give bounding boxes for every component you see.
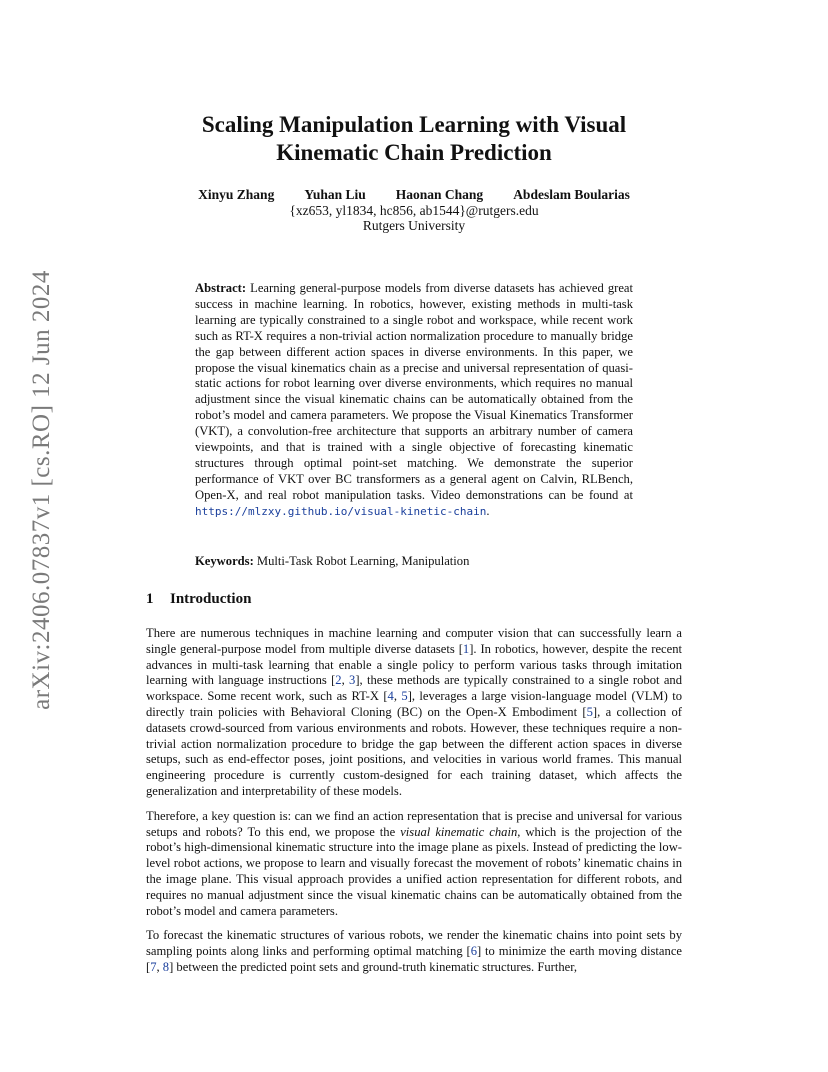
paragraph: Therefore, a key question is: can we find an action representation that is precise and universal for various setups and robots? To this end, we propose the visual kinematic chain, which is the projection of the robot’s high-dimensional kinematic structure into the image plane as pixels. Instead of predicting the low-level robot actions, we propose to learn and visually forecast the movement of robots’ kinematic chains in the image plane. This visual approach provides a unified action representation for different robots, and requires no manual adjustment since the visual kinematic chains can be automatically obtained from the robot’s model and camera parameters. <box>146 808 682 918</box>
author-emails: {xz653, yl1834, hc856, ab1544}@rutgers.edu <box>289 203 539 218</box>
project-url-link[interactable]: https://mlzxy.github.io/visual-kinetic-chain <box>195 504 487 518</box>
citation-link[interactable]: 6 <box>470 944 477 959</box>
keywords-text: Multi-Task Robot Learning, Manipulation <box>256 554 470 568</box>
citation-link[interactable]: 3 <box>349 673 356 688</box>
citation-link[interactable]: 7 <box>150 959 157 974</box>
abstract-label: Abstract: <box>195 281 247 295</box>
citation-link[interactable]: 5 <box>586 704 593 719</box>
author: Yuhan Liu <box>304 187 366 202</box>
emphasis: visual kinematic chain <box>400 824 518 839</box>
paragraph: There are numerous techniques in machine learning and computer vision that can successfully learn a single general-purpose model from multiple diverse datasets [1]. In robotics, however, despite the recent advances in multi-task learning that enable a single policy to perform various tasks through imitation learning with language instructions [2, 3], these methods are typically constrained to a single robot and workspace. Some recent work, such as RT-X [4, 5], leverages a large vision-language model (VLM) to directly train policies with Behavioral Cloning (BC) on the Open-X Embodiment [5], a collection of datasets crowd-sourced from various environments and robots. However, these techniques require a non-trivial action normalization procedure to bridge the gap between the different action spaces in diverse setups, such as end-effector poses, joint positions, and velocities in various world frames. This manual engineering procedure is currently custom-designed for each training dataset, which affects the generalization and interpretability of these models. <box>146 626 683 798</box>
author-list <box>160 187 668 203</box>
section-heading <box>146 591 251 608</box>
citation-link[interactable]: 2 <box>335 673 342 688</box>
abstract <box>195 281 633 520</box>
body-text <box>146 626 682 985</box>
author: Xinyu Zhang <box>198 187 275 202</box>
arxiv-id: arXiv:2406.07837v1 [cs.RO] 12 Jun 2024 <box>28 270 55 710</box>
title-line-2: Kinematic Chain Prediction <box>276 140 552 165</box>
section-number: 1 <box>146 591 154 607</box>
paragraph: To forecast the kinematic structures of various robots, we render the kinematic chains into point sets by sampling points along links and performing optimal matching [6] to minimize the earth moving distance [7, 8] between the predicted point sets and ground-truth kinematic structures. Further, <box>146 928 682 974</box>
author: Abdeslam Boularias <box>513 187 630 202</box>
abstract-text: Learning general-purpose models from diverse datasets has achieved great success in machine learning. In robotics, however, existing methods in multi-task learning are typically constrained to a single robot and workspace, while recent work such as RT-X requires a non-trivial action normalization procedure to manually bridge the gap between different action spaces in diverse environments. In this paper, we propose the visual kinematics chain as a precise and universal representation of quasi-static actions for robot learning over diverse environments, which requires no manual adjustment since the visual kinematic chains can be automatically obtained from the robot’s model and camera parameters. We propose the Visual Kinematics Transformer (VKT), a convolution-free architecture that supports an arbitrary number of camera viewpoints, and that is trained with a single objective of forecasting kinematic structures through optimal point-set matching. We demonstrate the superior performance of VKT over BC transformers as a general agent on Calvin, RLBench, Open-X, and real robot manipulation tasks. Video demonstrations can be found at <box>195 281 633 502</box>
arxiv-sidebar <box>22 270 62 710</box>
affiliation: Rutgers University <box>362 218 466 233</box>
author: Haonan Chang <box>395 187 484 202</box>
paper-title <box>130 111 698 167</box>
citation-link[interactable]: 1 <box>462 641 470 656</box>
abstract-end: . <box>486 503 490 518</box>
keywords <box>195 554 633 569</box>
citation-link[interactable]: 8 <box>162 959 170 974</box>
citation-link[interactable]: 4 <box>387 689 394 704</box>
section-title: Introduction <box>170 591 252 607</box>
keywords-label: Keywords: <box>195 554 254 568</box>
citation-link[interactable]: 5 <box>401 689 408 704</box>
title-line-1: Scaling Manipulation Learning with Visual <box>201 112 627 137</box>
